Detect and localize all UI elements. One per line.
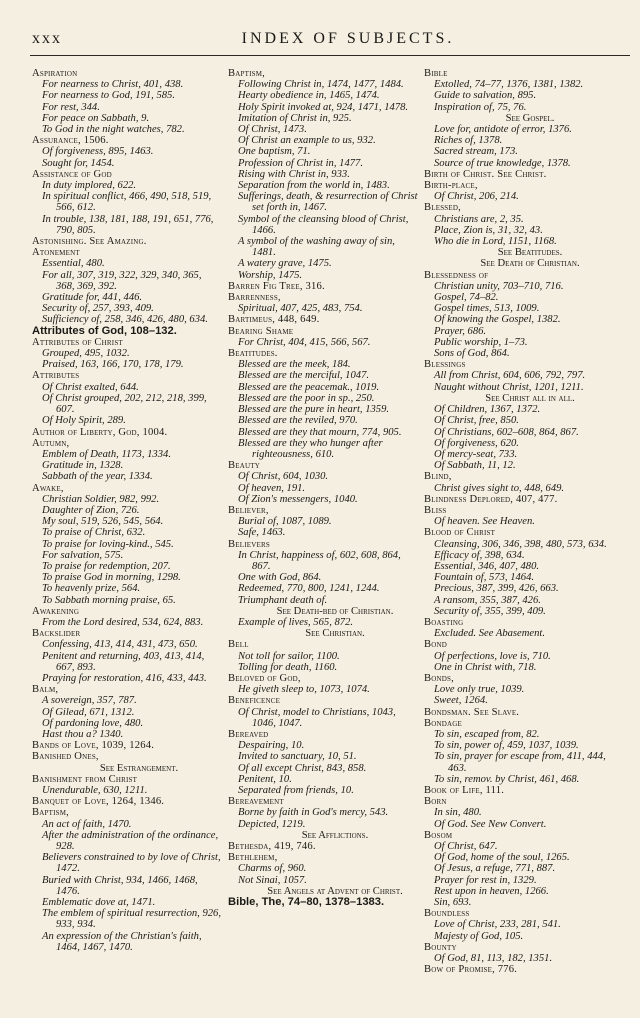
index-subentry: Efficacy of, 398, 634. bbox=[434, 549, 525, 561]
index-subentry: Of forgiveness, 895, 1463. bbox=[42, 146, 154, 158]
index-subentry: Confessing, 413, 414, 431, 473, 650. bbox=[42, 639, 198, 651]
index-subentry: Grouped, 495, 1032. bbox=[42, 348, 130, 360]
index-subentry: Majesty of God, 105. bbox=[434, 930, 524, 942]
index-subentry: Redeemed, 770, 800, 1241, 1244. bbox=[238, 583, 380, 595]
index-heading: Bosom bbox=[424, 829, 453, 841]
index-subentry: Hearty obedience in, 1465, 1474. bbox=[238, 90, 380, 102]
index-subentry: Hast thou a? 1340. bbox=[42, 728, 124, 740]
index-heading: Banquet of Love, 1264, 1346. bbox=[32, 796, 165, 808]
index-subentry: Love only true, 1039. bbox=[434, 684, 525, 696]
index-subentry: Security of, 257, 393, 409. bbox=[42, 303, 154, 315]
index-subentry: Extolled, 74–77, 1376, 1381, 1382. bbox=[434, 79, 584, 91]
index-subentry: Public worship, 1–73. bbox=[434, 336, 528, 348]
index-heading: Bethesda, 419, 746. bbox=[228, 841, 316, 853]
index-subentry: Of perfections, love is, 710. bbox=[434, 650, 551, 662]
index-subentry: Essential, 346, 407, 480. bbox=[434, 560, 540, 572]
index-subentry: Christian Soldier, 982, 992. bbox=[42, 493, 160, 505]
index-subentry: Of Christians, 602–608, 864, 867. bbox=[434, 426, 579, 438]
page-number: xxx bbox=[32, 30, 62, 47]
index-subentry: Sabbath of the year, 1334. bbox=[42, 471, 153, 483]
index-subentry: Prayer, 686. bbox=[434, 325, 487, 337]
index-column-2 bbox=[228, 68, 418, 908]
index-heading: Birth-place, bbox=[424, 180, 478, 192]
index-subentry: Penitent, 10. bbox=[238, 773, 292, 785]
index-subentry: Of Christ exalted, 644. bbox=[42, 381, 139, 393]
header-rule bbox=[30, 55, 630, 56]
index-heading: Bondage bbox=[424, 717, 463, 729]
index-subentry: To sin, power of, 459, 1037, 1039. bbox=[434, 740, 579, 752]
index-subentry: In Christ, happiness of, 602, 608, 864, 867. bbox=[238, 549, 401, 572]
index-heading: Bounty bbox=[424, 941, 457, 953]
index-cross-reference: See Gospel. bbox=[505, 112, 555, 124]
index-heading: Believers bbox=[228, 538, 270, 550]
index-subentry: For nearness to Christ, 401, 438. bbox=[42, 79, 184, 91]
index-subentry: Blessed are the poor in sp., 250. bbox=[238, 392, 375, 404]
index-subentry: Christ gives sight to, 448, 649. bbox=[434, 482, 565, 494]
index-subentry: To praise for loving-kind., 545. bbox=[42, 538, 174, 550]
index-subentry: Penitent and returning, 403, 413, 414, 667, 893. bbox=[42, 650, 205, 673]
index-subentry: Excluded. See Abasement. bbox=[434, 628, 545, 640]
index-heading: Blind, bbox=[424, 471, 452, 483]
index-cross-reference: See Estrangement. bbox=[99, 762, 179, 774]
index-subentry: Christians are, 2, 35. bbox=[434, 213, 524, 225]
index-heading: Bartimeus, 448, 649. bbox=[228, 314, 320, 326]
index-subentry: To praise God in morning, 1298. bbox=[42, 572, 181, 584]
index-subentry: Of Christ, 604, 1030. bbox=[238, 471, 329, 483]
index-heading: Attributes of Christ bbox=[32, 336, 123, 348]
index-subentry: To heavenly prize, 564. bbox=[42, 583, 141, 595]
index-subentry: Borne by faith in God's mercy, 543. bbox=[238, 807, 389, 819]
index-subentry: Source of true knowledge, 1378. bbox=[434, 157, 571, 169]
index-subentry: Of Jesus, a refuge, 771, 887. bbox=[434, 863, 556, 875]
index-subentry: Guide to salvation, 895. bbox=[434, 90, 537, 102]
index-subentry: For peace on Sabbath, 9. bbox=[42, 112, 150, 124]
index-heading: Bible bbox=[424, 68, 448, 79]
index-subentry: Blessed are they who hunger after righteousness, 610. bbox=[238, 437, 383, 460]
index-cross-reference: See Death of Christian. bbox=[480, 258, 580, 270]
index-subentry: An expression of the Christian's faith, 1464, 1467, 1470. bbox=[42, 930, 202, 953]
index-subentry: Daughter of Zion, 726. bbox=[42, 504, 140, 516]
index-heading: Boundless bbox=[424, 908, 470, 920]
index-subentry: Sin, 693. bbox=[434, 897, 472, 909]
index-subentry: Of mercy-seat, 733. bbox=[434, 448, 518, 460]
index-subentry: For nearness to God, 191, 585. bbox=[42, 90, 176, 102]
index-subentry: Blessed are the peacemak., 1019. bbox=[238, 381, 380, 393]
index-subentry: To praise of Christ, 632. bbox=[42, 527, 146, 539]
index-cross-reference: See Beatitudes. bbox=[497, 247, 563, 259]
index-heading: Backslider bbox=[32, 628, 81, 640]
index-subentry: One baptism, 71. bbox=[238, 146, 311, 158]
index-heading: Blindness Deplored, 407, 477. bbox=[424, 493, 558, 505]
index-subentry: Blessed are they that mourn, 774, 905. bbox=[238, 426, 402, 438]
index-subentry: To sin, prayer for escape from, 411, 444, 463. bbox=[434, 751, 606, 774]
index-heading: Book of Life, 111. bbox=[424, 785, 505, 796]
index-subentry: Sweet, 1264. bbox=[434, 695, 488, 707]
index-subentry: To sin, escaped from, 82. bbox=[434, 728, 540, 740]
index-heading: Bereaved bbox=[228, 728, 269, 740]
index-subentry: Praised, 163, 166, 170, 178, 179. bbox=[42, 359, 184, 371]
index-subentry: Of Christ, 647. bbox=[434, 841, 498, 853]
index-subentry: Naught without Christ, 1201, 1211. bbox=[434, 381, 584, 393]
index-subentry: One with God, 864. bbox=[238, 572, 322, 584]
index-subentry: Charms of, 960. bbox=[238, 863, 307, 875]
index-subentry: Of Christ an example to us, 932. bbox=[238, 135, 376, 147]
index-heading: Bereavement bbox=[228, 796, 284, 808]
index-heading: Attributes bbox=[32, 370, 80, 382]
index-subentry: Of forgiveness, 620. bbox=[434, 437, 519, 449]
index-heading: Bearing Shame bbox=[228, 325, 294, 337]
index-heading: Bondsman. See Slave. bbox=[424, 706, 520, 718]
index-subentry: An act of faith, 1470. bbox=[42, 818, 132, 830]
index-subentry: Blessed are the meek, 184. bbox=[238, 359, 351, 371]
index-heading: Atonement bbox=[32, 247, 80, 259]
index-subentry: Imitation of Christ in, 925. bbox=[238, 112, 352, 124]
index-subentry: Blessed are the pure in heart, 1359. bbox=[238, 404, 390, 416]
index-heading: Bands of Love, 1039, 1264. bbox=[32, 740, 155, 752]
index-heading: Aspiration bbox=[32, 68, 78, 79]
index-heading: Boasting bbox=[424, 616, 464, 628]
index-subentry: Of Gilead, 671, 1312. bbox=[42, 706, 135, 718]
index-heading: Balm, bbox=[32, 684, 59, 696]
index-subentry: Despairing, 10. bbox=[238, 740, 305, 752]
index-subentry: Place, Zion is, 31, 32, 43. bbox=[434, 224, 543, 236]
index-heading: Blessed, bbox=[424, 202, 461, 214]
index-subentry: Riches of, 1378. bbox=[434, 135, 503, 147]
index-subentry: Emblem of Death, 1173, 1334. bbox=[42, 448, 171, 460]
index-subentry: Sufficiency of, 258, 346, 426, 480, 634. bbox=[42, 314, 208, 326]
index-subentry: Sacred stream, 173. bbox=[434, 146, 518, 158]
index-subentry: Gospel, 74–82. bbox=[434, 292, 499, 304]
index-heading: Assistance of God bbox=[32, 168, 112, 180]
index-cross-reference: See Death-bed of Christian. bbox=[276, 605, 394, 617]
index-subentry: Sons of God, 864. bbox=[434, 348, 510, 360]
index-column-1 bbox=[32, 68, 222, 953]
index-subentry: Example of lives, 565, 872. bbox=[238, 616, 354, 628]
index-subentry: Burial of, 1087, 1089. bbox=[238, 516, 332, 528]
index-subentry: A watery grave, 1475. bbox=[238, 258, 332, 270]
index-heading: Bible, The, 74–80, 1378–1383. bbox=[228, 896, 385, 909]
index-cross-reference: See Christ all in all. bbox=[485, 392, 575, 404]
index-subentry: In spiritual conflict, 466, 490, 518, 519, 566, 612. bbox=[42, 191, 212, 214]
index-heading: Bonds, bbox=[424, 672, 454, 684]
index-subentry: Love of Christ, 233, 281, 541. bbox=[434, 919, 561, 931]
index-subentry: Cleansing, 306, 346, 398, 480, 573, 634. bbox=[434, 538, 607, 550]
index-subentry: Inspiration of, 75, 76. bbox=[434, 101, 527, 113]
index-subentry: Fountain of, 573, 1464. bbox=[434, 572, 535, 584]
index-subentry: A ransom, 355, 387, 426. bbox=[434, 594, 541, 606]
index-subentry: To Sabbath morning praise, 65. bbox=[42, 594, 176, 606]
index-heading: Barren Fig Tree, 316. bbox=[228, 280, 325, 292]
index-heading: Astonishing. See Amazing. bbox=[32, 236, 147, 248]
index-subentry: To sin, remov. by Christ, 461, 468. bbox=[434, 773, 580, 785]
index-heading: Barrenness, bbox=[228, 292, 281, 304]
index-subentry: Love for, antidote of error, 1376. bbox=[434, 124, 572, 136]
index-subentry: Of Christ, 206, 214. bbox=[434, 191, 519, 203]
index-subentry: Of God, 81, 113, 182, 1351. bbox=[434, 953, 553, 965]
index-heading: Bliss bbox=[424, 504, 447, 516]
index-heading: Banished Ones, bbox=[32, 751, 99, 763]
index-subentry: Spiritual, 407, 425, 483, 754. bbox=[238, 303, 363, 315]
index-subentry: Of Sabbath, 11, 12. bbox=[434, 460, 516, 472]
index-heading: Beloved of God, bbox=[228, 672, 301, 684]
index-subentry: Of Christ, model to Christians, 1043, 1046, 1047. bbox=[238, 706, 396, 729]
index-subentry: All from Christ, 604, 606, 792, 797. bbox=[434, 370, 586, 382]
index-subentry: Security of, 355, 399, 409. bbox=[434, 605, 546, 617]
index-heading: Banishment from Christ bbox=[32, 773, 138, 785]
index-heading: Bond bbox=[424, 639, 448, 651]
index-heading: Blood of Christ bbox=[424, 527, 496, 539]
index-subentry: Emblematic dove at, 1471. bbox=[42, 897, 156, 909]
index-subentry: The emblem of spiritual resurrection, 926, 933, 934. bbox=[42, 908, 222, 931]
index-subentry: Prayer for rest in, 1329. bbox=[434, 874, 537, 886]
index-subentry: Triumphant death of. bbox=[238, 594, 328, 606]
index-subentry: From the Lord desired, 534, 624, 883. bbox=[42, 616, 204, 628]
index-cross-reference: See Christian. bbox=[305, 628, 365, 640]
index-subentry: Invited to sanctuary, 10, 51. bbox=[238, 751, 357, 763]
index-subentry: Blessed are the reviled, 970. bbox=[238, 415, 358, 427]
index-subentry: Gratitude in, 1328. bbox=[42, 460, 124, 472]
index-subentry: Sought for, 1454. bbox=[42, 157, 115, 169]
index-subentry: Essential, 480. bbox=[42, 258, 105, 270]
index-subentry: Not toll for sailor, 1100. bbox=[238, 650, 340, 662]
index-subentry: Gospel times, 513, 1009. bbox=[434, 303, 540, 315]
index-heading: Birth of Christ. See Christ. bbox=[424, 168, 547, 180]
index-heading: Bethlehem, bbox=[228, 852, 278, 864]
index-subentry: In duty implored, 622. bbox=[42, 180, 137, 192]
index-heading: Awakening bbox=[32, 605, 80, 617]
index-subentry: Holy Spirit invoked at, 924, 1471, 1478. bbox=[238, 101, 409, 113]
index-subentry: To praise for redemption, 207. bbox=[42, 560, 171, 572]
index-subentry: Rising with Christ in, 933. bbox=[238, 168, 350, 180]
index-heading: Bow of Promise, 776. bbox=[424, 964, 518, 976]
index-subentry: Of knowing the Gospel, 1382. bbox=[434, 314, 561, 326]
page-title: INDEX OF SUBJECTS. bbox=[241, 30, 455, 47]
index-subentry: He giveth sleep to, 1073, 1074. bbox=[238, 684, 370, 696]
index-subentry: Rest upon in heaven, 1266. bbox=[434, 885, 549, 897]
index-subentry: Precious, 387, 399, 426, 663. bbox=[434, 583, 559, 595]
index-subentry: Of God. See New Convert. bbox=[434, 818, 547, 830]
page-header bbox=[28, 30, 628, 52]
index-subentry: Praying for restoration, 416, 433, 443. bbox=[42, 672, 207, 684]
index-subentry: Worship, 1475. bbox=[238, 269, 303, 281]
index-heading: Born bbox=[424, 796, 447, 808]
index-subentry: Sufferings, death, & resurrection of Christ set forth in, 1467. bbox=[238, 191, 418, 214]
index-subentry: One in Christ with, 718. bbox=[434, 661, 537, 673]
index-subentry: Separated from friends, 10. bbox=[238, 785, 354, 796]
index-subentry: For salvation, 575. bbox=[42, 549, 124, 561]
index-heading: Bell bbox=[228, 639, 249, 651]
index-subentry: Of Children, 1367, 1372. bbox=[434, 404, 541, 416]
index-column-3 bbox=[424, 68, 612, 975]
index-subentry: A sovereign, 357, 787. bbox=[42, 695, 137, 707]
index-subentry: Profession of Christ in, 1477. bbox=[238, 157, 363, 169]
index-subentry: Of heaven. See Heaven. bbox=[434, 516, 535, 528]
index-subentry: For all, 307, 319, 322, 329, 340, 365, 368, 369, 392. bbox=[42, 269, 202, 292]
index-heading: Beauty bbox=[228, 460, 260, 472]
index-subentry: Of Christ, free, 850. bbox=[434, 415, 519, 427]
index-heading: Assurance, 1506. bbox=[32, 135, 109, 147]
index-subentry: Of Christ grouped, 202, 212, 218, 399, 607. bbox=[42, 392, 207, 416]
index-subentry: In sin, 480. bbox=[434, 807, 482, 819]
index-heading: Beneficence bbox=[228, 695, 281, 707]
index-cross-reference: See Angels at Advent of Christ. bbox=[267, 885, 403, 897]
index-heading: Author of Liberty, God, 1004. bbox=[32, 426, 168, 438]
index-subentry: Of Holy Spirit, 289. bbox=[42, 415, 126, 427]
index-subentry: Blessed are the merciful, 1047. bbox=[238, 370, 370, 382]
index-subentry: Of God, home of the soul, 1265. bbox=[434, 852, 570, 864]
index-subentry: To God in the night watches, 782. bbox=[42, 124, 185, 136]
index-cross-reference: See Afflictions. bbox=[301, 829, 369, 841]
index-subentry: Of Zion's messengers, 1040. bbox=[238, 493, 358, 505]
index-subentry: Buried with Christ, 934, 1466, 1468, 1476. bbox=[42, 874, 198, 897]
index-subentry: In trouble, 138, 181, 188, 191, 651, 776, 790, 805. bbox=[42, 213, 214, 236]
index-subentry: Symbol of the cleansing blood of Christ, 1466. bbox=[238, 213, 409, 236]
index-heading: Awake, bbox=[32, 482, 64, 494]
index-heading: Baptism, bbox=[32, 807, 69, 819]
index-heading: Autumn, bbox=[32, 437, 70, 449]
index-heading: Baptism, bbox=[228, 68, 265, 79]
index-subentry: Safe, 1463. bbox=[238, 527, 286, 539]
index-subentry: Believers constrained to by love of Christ, 1472. bbox=[42, 852, 221, 875]
index-subentry: Not Sinai, 1057. bbox=[238, 874, 307, 886]
index-subentry: My soul, 519, 526, 545, 564. bbox=[42, 516, 164, 528]
index-subentry: Following Christ in, 1474, 1477, 1484. bbox=[238, 79, 404, 91]
index-subentry: Of pardoning love, 480. bbox=[42, 717, 144, 729]
index-subentry: A symbol of the washing away of sin, 1481. bbox=[238, 236, 395, 259]
index-subentry: Unendurable, 630, 1211. bbox=[42, 785, 148, 796]
index-heading: Blessings bbox=[424, 359, 466, 371]
index-subentry: Separation from the world in, 1483. bbox=[238, 180, 390, 192]
index-subentry: Christian unity, 703–710, 716. bbox=[434, 280, 564, 292]
index-subentry: After the administration of the ordinance, 928. bbox=[42, 829, 219, 853]
index-subentry: Depicted, 1219. bbox=[238, 818, 306, 830]
index-subentry: Of Christ, 1473. bbox=[238, 124, 307, 136]
index-subentry: Gratitude for, 441, 446. bbox=[42, 292, 143, 304]
index-subentry: Of all except Christ, 843, 858. bbox=[238, 762, 367, 774]
index-heading: Blessedness of bbox=[424, 269, 489, 281]
index-subentry: Who die in Lord, 1151, 1168. bbox=[434, 236, 557, 248]
index-heading: Believer, bbox=[228, 504, 269, 516]
index-subentry: For rest, 344. bbox=[42, 101, 100, 113]
index-heading: Attributes of God, 108–132. bbox=[32, 324, 177, 337]
index-heading: Beatitudes. bbox=[228, 348, 278, 360]
index-subentry: Of heaven, 191. bbox=[238, 482, 306, 494]
index-subentry: For Christ, 404, 415, 566, 567. bbox=[238, 336, 371, 348]
index-subentry: Tolling for death, 1160. bbox=[238, 661, 338, 673]
